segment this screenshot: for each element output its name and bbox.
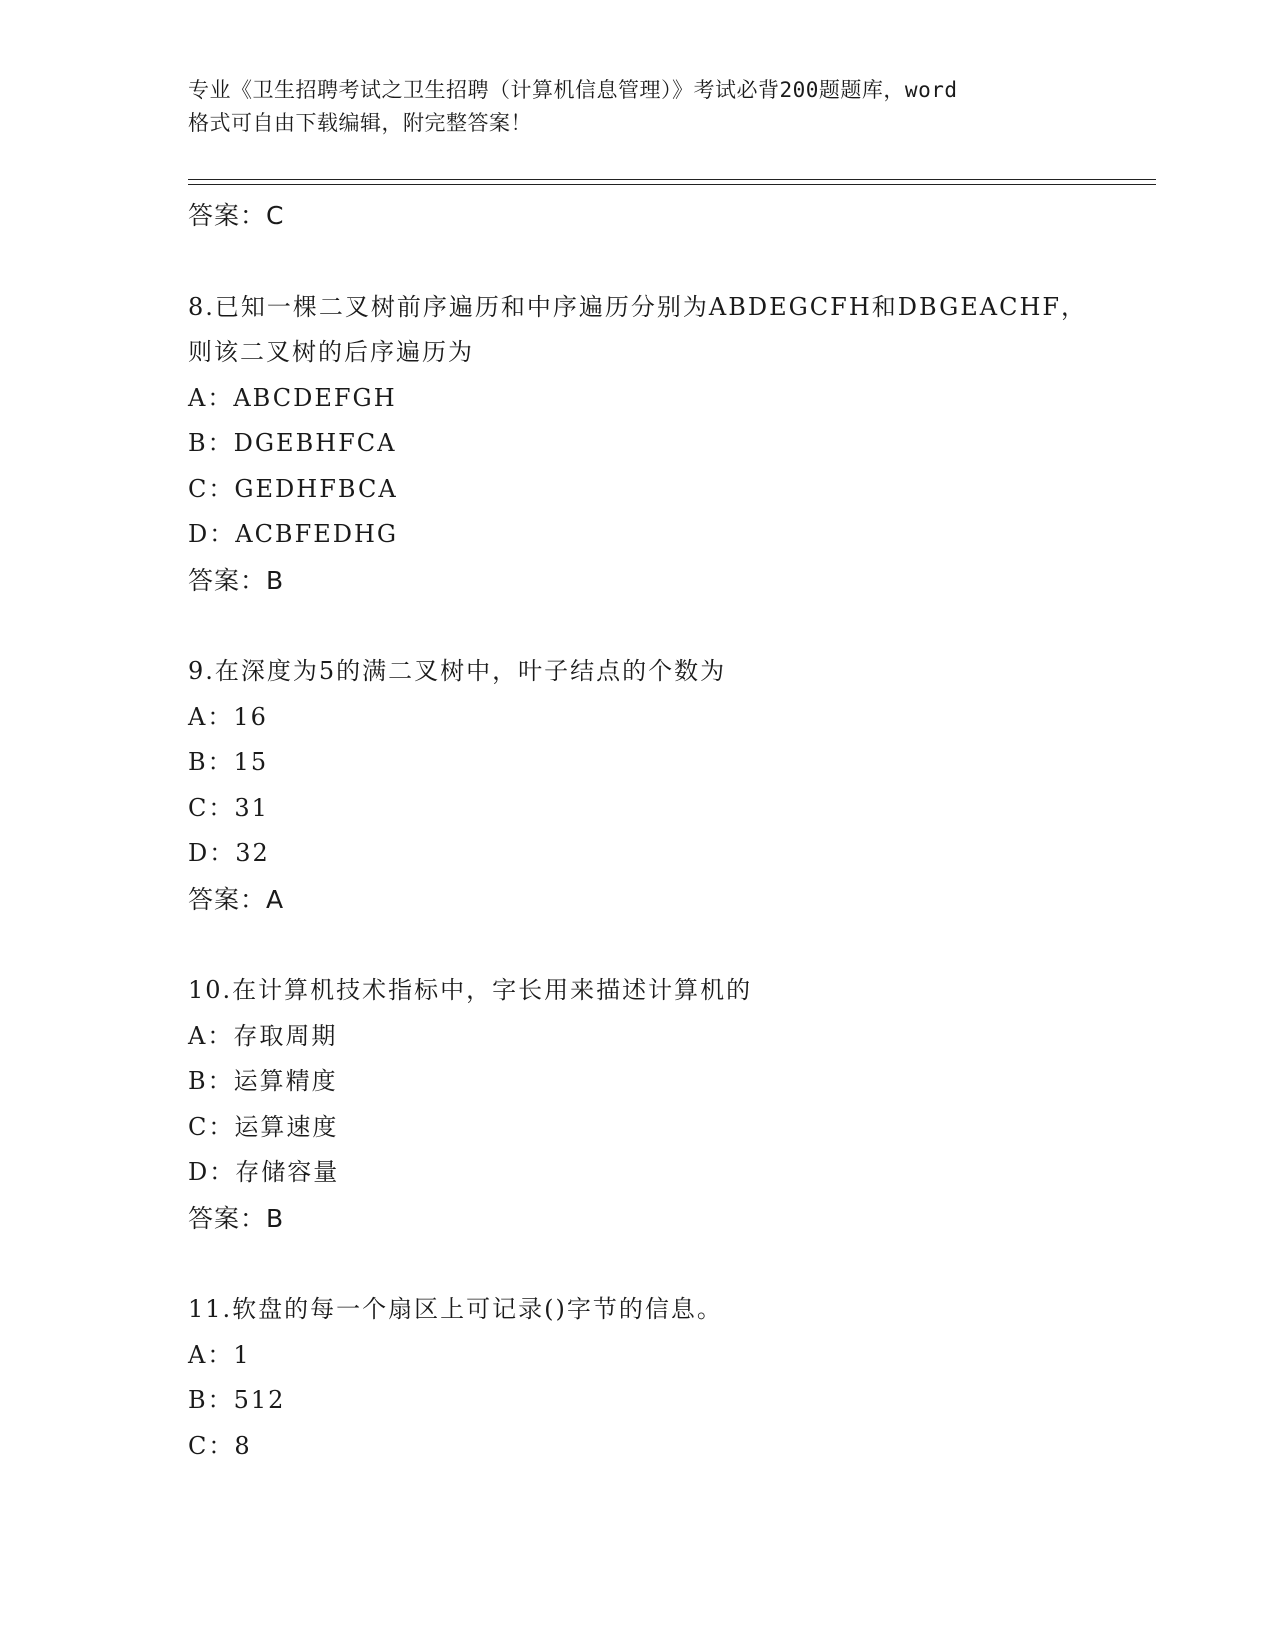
question-9	[188, 649, 1148, 922]
header-line-2: 格式可自由下载编辑，附完整答案！	[188, 111, 532, 135]
question-10-text: 10.在计算机技术指标中，字长用来描述计算机的	[188, 976, 753, 1004]
previous-answer: 答案：C	[188, 201, 285, 230]
spacer	[188, 1241, 1148, 1287]
question-8-text-line-2: 则该二叉树的后序遍历为	[188, 338, 474, 366]
question-10-option-c: C：运算速度	[188, 1112, 339, 1141]
question-9-text: 9.在深度为5的满二叉树中，叶子结点的个数为	[188, 657, 727, 685]
question-11-option-b: B：512	[188, 1386, 286, 1414]
question-10	[188, 968, 1148, 1241]
question-9-answer: 答案：A	[188, 884, 285, 914]
question-8-answer: 答案：B	[188, 565, 285, 595]
question-9-option-b: B：15	[188, 748, 269, 776]
header-line-1: 专业《卫生招聘考试之卫生招聘（计算机信息管理）》考试必背200题题库，word	[188, 78, 958, 102]
question-8	[188, 285, 1148, 604]
question-8-option-c: C：GEDHFBCA	[188, 474, 398, 503]
header-divider-bottom	[188, 184, 1156, 185]
spacer	[188, 603, 1148, 649]
header-divider-top	[188, 179, 1156, 180]
question-10-option-a: A：存取周期	[188, 1021, 338, 1050]
question-11	[188, 1287, 1148, 1469]
question-10-answer: 答案：B	[188, 1203, 285, 1233]
spacer	[188, 239, 1148, 285]
question-9-option-c: C：31	[188, 793, 269, 822]
question-8-option-b: B：DGEBHFCA	[188, 429, 397, 457]
question-9-option-a: A：16	[188, 702, 268, 731]
question-11-text: 11.软盘的每一个扇区上可记录()字节的信息。	[188, 1295, 723, 1323]
question-10-option-b: B：运算精度	[188, 1067, 338, 1095]
question-11-option-a: A：1	[188, 1340, 251, 1369]
document-header	[188, 74, 1088, 140]
question-8-text-line-1: 8.已知一棵二叉树前序遍历和中序遍历分别为ABDEGCFH和DBGEACHF，	[188, 292, 1088, 321]
question-9-option-d: D：32	[188, 839, 270, 867]
question-list	[188, 193, 1148, 1469]
spacer	[188, 922, 1148, 968]
question-10-option-d: D：存储容量	[188, 1158, 340, 1186]
question-8-option-d: D：ACBFEDHG	[188, 520, 399, 548]
question-11-option-c: C：8	[188, 1431, 252, 1460]
question-8-option-a: A：ABCDEFGH	[188, 383, 397, 412]
